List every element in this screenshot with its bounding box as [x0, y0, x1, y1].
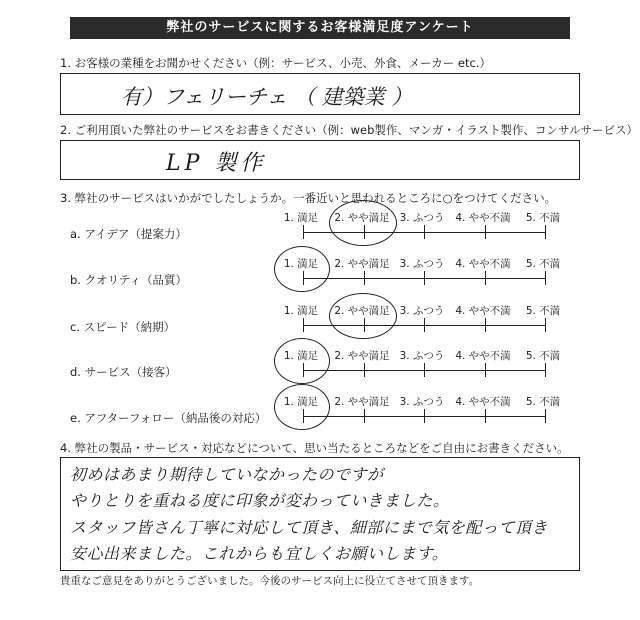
rating-option-label[interactable]: 2. やや満足	[334, 396, 390, 408]
rating-scale-tick	[424, 225, 425, 239]
rating-option-label[interactable]: 5. 不満	[525, 212, 561, 224]
survey-title: 弊社のサービスに関するお客様満足度アンケート	[70, 17, 570, 39]
rating-scale-tick	[424, 271, 425, 285]
comment-line-4: 安心出来ました。これからも宜しくお願いします。	[70, 544, 449, 563]
rating-scale-tick	[545, 225, 546, 239]
rating-scale-tick	[545, 363, 546, 377]
question-2-answer: LP 製作	[166, 151, 267, 176]
comment-line-2: やりとりを重ねる度に印象が変わっていきました。	[70, 491, 450, 510]
question-1-answer-box	[60, 73, 580, 115]
rating-option-label[interactable]: 3. ふつう	[399, 396, 445, 408]
rating-item-label: e. アフターフォロー（納品後の対応）	[70, 411, 267, 425]
rating-scale-tick	[545, 318, 546, 332]
rating-option-label[interactable]: 3. ふつう	[399, 212, 445, 224]
selected-rating-circle	[274, 338, 330, 384]
rating-option-label[interactable]: 1. 満足	[283, 350, 319, 362]
rating-option-label[interactable]: 4. やや不満	[455, 305, 511, 317]
rating-option-label[interactable]: 1. 満足	[283, 212, 319, 224]
rating-scale-tick	[424, 318, 425, 332]
rating-scale-tick	[485, 271, 486, 285]
selected-rating-circle	[329, 293, 397, 339]
question-2-answer-box	[60, 140, 580, 180]
question-3-text: 3. 弊社のサービスはいかがでしたしょうか。一番近いと思われるところに○をつけてください。	[60, 191, 557, 205]
rating-option-label[interactable]: 4. やや不満	[455, 350, 511, 362]
rating-scale-tick	[364, 409, 365, 423]
comment-line-3: スタッフ皆さん丁寧に対応して頂き、細部にまで気を配って頂き	[70, 518, 548, 537]
rating-row	[0, 350, 640, 390]
rating-item-label: a. アイデア（提案力）	[70, 227, 187, 241]
rating-option-label[interactable]: 5. 不満	[525, 258, 561, 270]
rating-row	[0, 396, 640, 436]
rating-option-label[interactable]: 1. 満足	[283, 258, 319, 270]
rating-item-label: c. スピード（納期）	[70, 320, 176, 334]
rating-row	[0, 212, 640, 252]
rating-option-label[interactable]: 3. ふつう	[399, 305, 445, 317]
rating-scale-tick	[545, 271, 546, 285]
rating-option-label[interactable]: 5. 不満	[525, 305, 561, 317]
rating-option-label[interactable]: 4. やや不満	[455, 396, 511, 408]
question-1-text: 1. お客様の業種をお聞かせください（例：サービス、小売、外食、メーカー etc.）	[60, 56, 491, 70]
rating-row	[0, 305, 640, 345]
rating-item-label: b. クオリティ（品質）	[70, 273, 187, 287]
question-1-answer: 有）フェリーチェ （ 建築業 ）	[121, 85, 413, 109]
rating-option-label[interactable]: 3. ふつう	[399, 258, 445, 270]
rating-scale-tick	[424, 363, 425, 377]
selected-rating-circle	[274, 384, 330, 430]
rating-option-label[interactable]: 4. やや不満	[455, 212, 511, 224]
rating-option-label[interactable]: 5. 不満	[525, 396, 561, 408]
rating-scale-tick	[424, 409, 425, 423]
selected-rating-circle	[329, 200, 397, 246]
rating-option-label[interactable]: 2. やや満足	[334, 212, 390, 224]
rating-scale-tick	[545, 409, 546, 423]
rating-item-label: d. サービス（接客）	[70, 365, 177, 379]
selected-rating-circle	[274, 246, 330, 292]
comment-line-1: 初めはあまり期待していなかったのですが	[70, 465, 384, 484]
question-4-text: 4. 弊社の製品・サービス・対応などについて、思い当たるところなどをご自由にお書きください。	[60, 441, 569, 455]
rating-option-label[interactable]: 1. 満足	[283, 396, 319, 408]
rating-scale-tick	[485, 318, 486, 332]
rating-scale-tick	[303, 318, 304, 332]
rating-option-label[interactable]: 5. 不満	[525, 350, 561, 362]
rating-scale-tick	[485, 225, 486, 239]
rating-scale-tick	[364, 271, 365, 285]
rating-scale-tick	[364, 363, 365, 377]
rating-row	[0, 258, 640, 298]
rating-scale-tick	[303, 225, 304, 239]
question-2-text: 2. ご利用頂いた弊社のサービスをお書きください（例：web製作、マンガ・イラスト製作、コンサルサービス）	[60, 123, 638, 137]
rating-option-label[interactable]: 2. やや満足	[334, 350, 390, 362]
rating-option-label[interactable]: 4. やや不満	[455, 258, 511, 270]
footer-note: 貴重なご意見をありがとうございました。今後のサービス向上に役立てさせて頂きます。	[60, 575, 480, 587]
rating-option-label[interactable]: 2. やや満足	[334, 258, 390, 270]
rating-option-label[interactable]: 2. やや満足	[334, 305, 390, 317]
rating-option-label[interactable]: 1. 満足	[283, 305, 319, 317]
rating-option-label[interactable]: 3. ふつう	[399, 350, 445, 362]
rating-scale-tick	[485, 363, 486, 377]
rating-scale-tick	[485, 409, 486, 423]
